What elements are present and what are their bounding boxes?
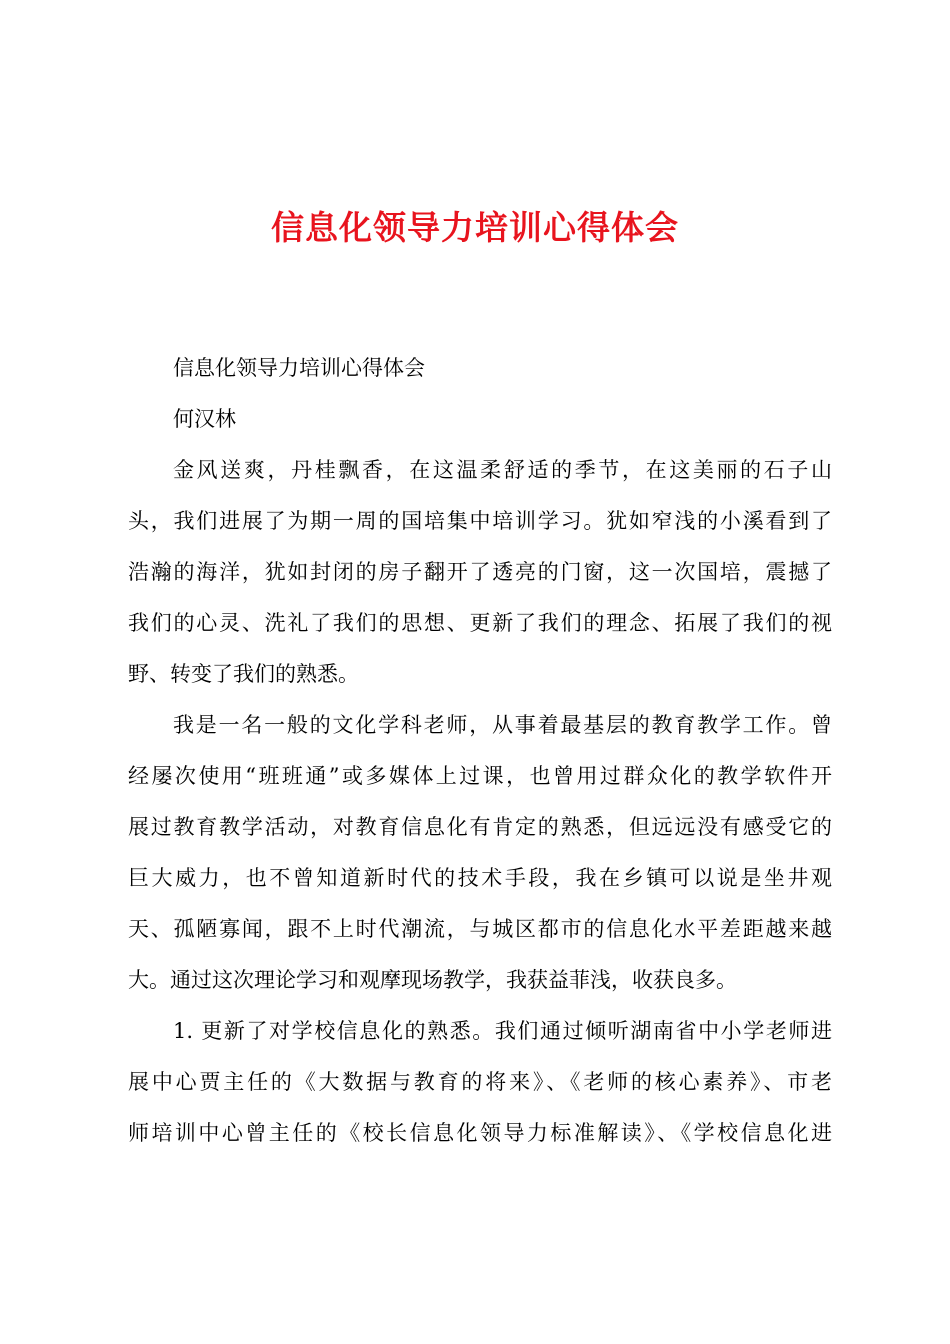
body-line: 金风送爽，丹桂飘香，在这温柔舒适的季节，在这美丽的石子山: [173, 458, 832, 482]
body-line: 我们的心灵、洗礼了我们的思想、更新了我们的理念、拓展了我们的视: [128, 611, 832, 635]
body-line: 野、转变了我们的熟悉。: [128, 662, 359, 686]
body-line-subtitle: 信息化领导力培训心得体会: [173, 356, 425, 380]
body-line: 头，我们进展了为期一周的国培集中培训学习。犹如窄浅的小溪看到了: [128, 509, 832, 533]
body-line: 1. 更新了对学校信息化的熟悉。我们通过倾听湖南省中小学老师进: [173, 1019, 832, 1043]
body-line: 展中心贾主任的《大数据与教育的将来》、《老师的核心素养》、市老: [128, 1070, 832, 1094]
body-line: 展过教育教学活动，对教育信息化有肯定的熟悉，但远远没有感受它的: [128, 815, 832, 839]
document-body: [128, 343, 832, 1159]
body-line: 我是一名一般的文化学科老师，从事着最基层的教育教学工作。曾: [173, 713, 832, 737]
body-line-author: 何汉林: [173, 407, 236, 431]
body-line: 师培训中心曾主任的《校长信息化领导力标准解读》、《学校信息化进: [128, 1121, 832, 1145]
document-title: 信息化领导力培训心得体会: [271, 208, 679, 247]
body-line: 大。通过这次理论学习和观摩现场教学，我获益菲浅，收获良多。: [128, 968, 737, 992]
body-line: 天、孤陋寡闻，跟不上时代潮流，与城区都市的信息化水平差距越来越: [128, 917, 832, 941]
body-line: 巨大威力，也不曾知道新时代的技术手段，我在乡镇可以说是坐井观: [128, 866, 832, 890]
body-line: 经屡次使用“班班通”或多媒体上过课，也曾用过群众化的教学软件开: [128, 764, 832, 788]
body-line: 浩瀚的海洋，犹如封闭的房子翻开了透亮的门窗，这一次国培，震撼了: [128, 560, 832, 584]
